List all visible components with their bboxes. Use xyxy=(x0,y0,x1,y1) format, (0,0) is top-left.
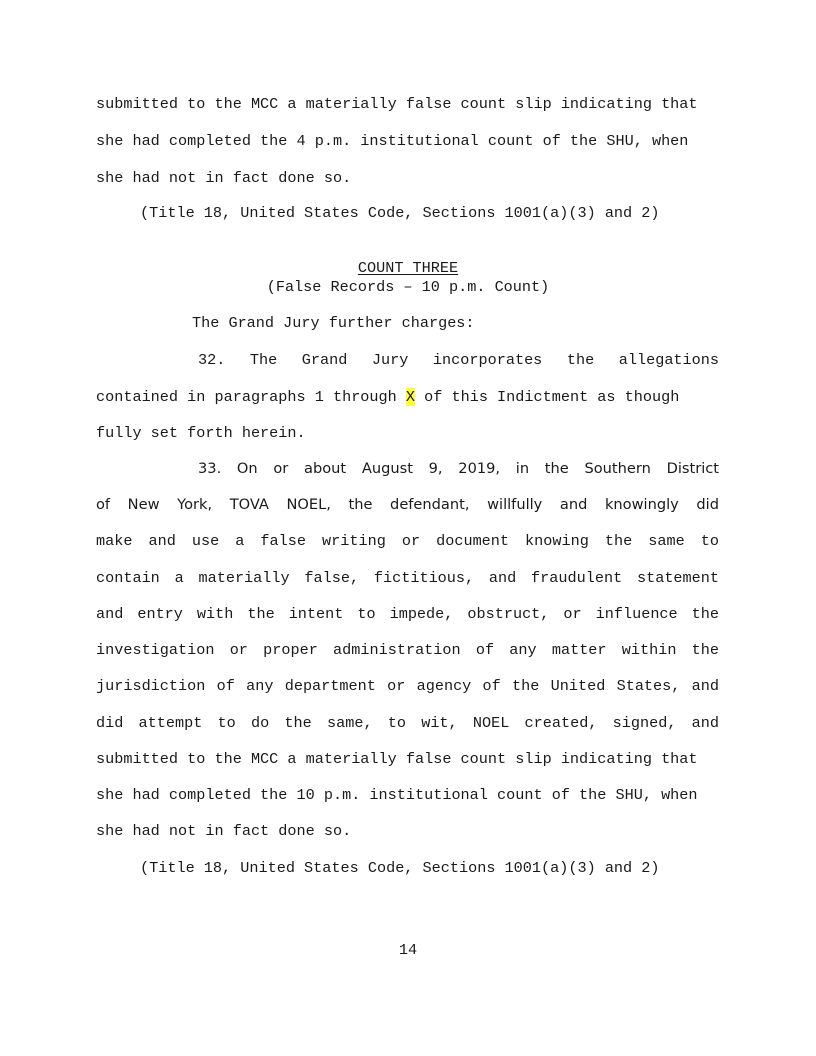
paragraph-32-line: fully set forth herein. xyxy=(96,424,306,442)
paragraph-33-line: she had completed the 10 p.m. institutional count of the SHU, when xyxy=(96,786,698,804)
highlighted-placeholder: X xyxy=(405,388,416,406)
paragraph-32-line xyxy=(96,387,719,407)
intro-line: The Grand Jury further charges: xyxy=(192,314,475,332)
paragraph-33-line: and entry with the intent to impede, obstruct, or influence the xyxy=(96,605,719,623)
statute-citation: (Title 18, United States Code, Sections 1001(a)(3) and 2) xyxy=(140,859,660,877)
text-span: of this Indictment as though xyxy=(415,388,680,406)
paragraph-33-line: she had not in fact done so. xyxy=(96,822,352,840)
statute-citation: (Title 18, United States Code, Sections 1001(a)(3) and 2) xyxy=(140,204,660,222)
count-subheading: (False Records – 10 p.m. Count) xyxy=(266,278,550,296)
body-line: she had not in fact done so. xyxy=(96,169,352,187)
body-line: she had completed the 4 p.m. institutional count of the SHU, when xyxy=(96,132,689,150)
paragraph-33-line: submitted to the MCC a materially false count slip indicating that xyxy=(96,750,698,768)
paragraph-33-line: did attempt to do the same, to wit, NOEL created, signed, and xyxy=(96,714,719,732)
paragraph-33-line: 33. On or about August 9, 2019, in the Southern District xyxy=(198,460,719,477)
paragraph-33-line: investigation or proper administration of any matter within the xyxy=(96,641,719,659)
count-heading xyxy=(96,258,720,278)
paragraph-33-line: of New York, TOVA NOEL, the defendant, willfully and knowingly did xyxy=(96,496,719,513)
paragraph-33-line: make and use a false writing or document knowing the same to xyxy=(96,532,719,550)
paragraph-32-line: 32. The Grand Jury incorporates the allegations xyxy=(198,351,719,369)
page-number: 14 xyxy=(398,941,418,959)
paragraph-33-line: contain a materially false, fictitious, and fraudulent statement xyxy=(96,569,719,587)
body-line: submitted to the MCC a materially false count slip indicating that xyxy=(96,95,698,113)
count-heading-text: COUNT THREE xyxy=(357,259,459,277)
text-span: contained in paragraphs 1 through xyxy=(96,388,406,406)
paragraph-33-line: jurisdiction of any department or agency of the United States, and xyxy=(96,677,719,695)
